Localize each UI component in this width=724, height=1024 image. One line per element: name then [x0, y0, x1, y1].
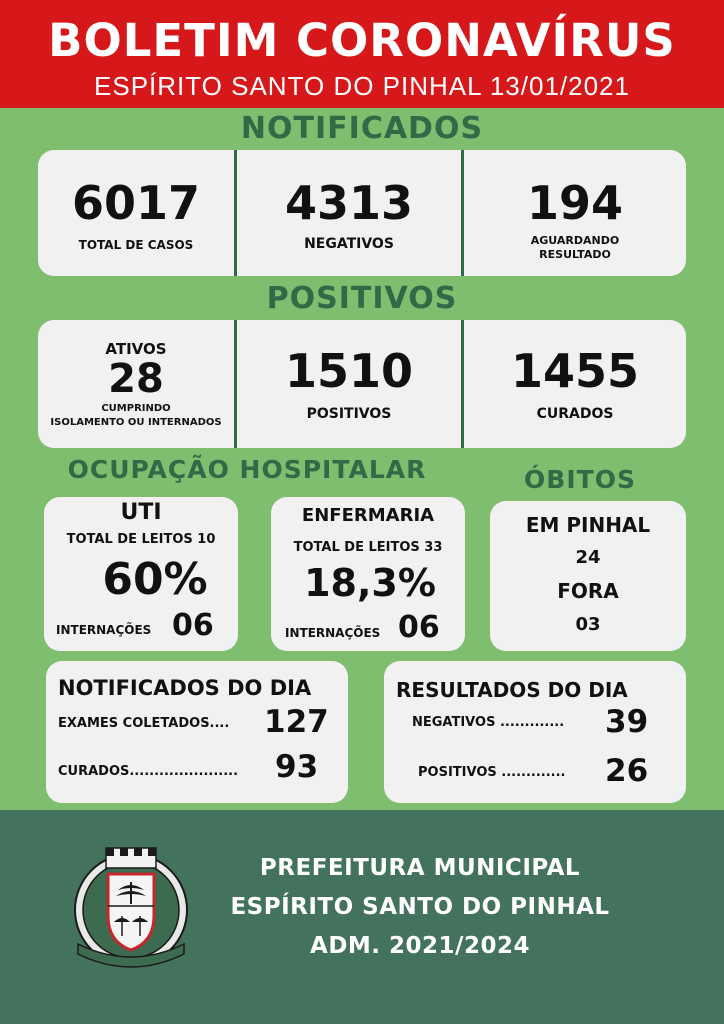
curados-label: CURADOS [536, 406, 614, 422]
exames-coletados-value: 127 [264, 704, 329, 740]
notificados-heading: NOTIFICADOS [240, 111, 484, 146]
uti-leitos: TOTAL DE LEITOS 10 [66, 532, 216, 547]
curados-value: 1455 [510, 344, 640, 398]
notificados-dia-title: NOTIFICADOS DO DIA [58, 676, 312, 700]
enfermaria-internacoes-label: INTERNAÇÕES [285, 626, 381, 640]
total-casos-label: TOTAL DE CASOS [78, 238, 194, 252]
footer-line-2: ESPÍRITO SANTO DO PINHAL [230, 894, 610, 920]
negativos-label: NEGATIVOS [304, 236, 394, 252]
footer-line-1: PREFEITURA MUNICIPAL [259, 855, 581, 881]
resultados-positivos-value: 26 [605, 753, 649, 789]
total-casos-cell [38, 176, 234, 252]
ativos-note-1: CUMPRINDO [101, 403, 171, 414]
ocupacao-heading: OCUPAÇÃO HOSPITALAR [67, 455, 427, 484]
resultados-negativos-label: NEGATIVOS ............. [412, 715, 565, 730]
resultados-positivos-label: POSITIVOS ............. [418, 765, 566, 780]
positivos-heading: POSITIVOS [266, 281, 458, 316]
enfermaria-percent: 18,3% [304, 561, 436, 605]
enfermaria-internacoes-value: 06 [398, 610, 440, 645]
ativos-label: ATIVOS [105, 340, 167, 358]
positivos-total-value: 1510 [284, 344, 414, 398]
ativos-note-2: ISOLAMENTO OU INTERNADOS [50, 417, 222, 428]
ativos-value: 28 [108, 356, 164, 402]
obitos-pinhal-label: EM PINHAL [525, 513, 651, 537]
aguardando-label-2: RESULTADO [539, 248, 611, 261]
aguardando-label-1: AGUARDANDO [530, 234, 620, 247]
enfermaria-title: ENFERMARIA [301, 505, 435, 526]
negativos-value: 4313 [284, 176, 414, 230]
resultados-dia-title: RESULTADOS DO DIA [396, 678, 628, 702]
page-subtitle: ESPÍRITO SANTO DO PINHAL 13/01/2021 [94, 71, 630, 101]
positivos-total-cell [237, 344, 461, 422]
curados-cell [464, 344, 686, 422]
page-title: BOLETIM CORONAVÍRUS [48, 14, 676, 67]
aguardando-cell [464, 176, 686, 262]
resultados-negativos-value: 39 [605, 704, 649, 740]
total-casos-value: 6017 [71, 176, 201, 230]
ativos-cell [38, 340, 234, 430]
uti-internacoes-label: INTERNAÇÕES [56, 623, 152, 637]
uti-percent: 60% [102, 554, 208, 605]
uti-title: UTI [120, 500, 162, 525]
obitos-fora-value: 03 [575, 614, 601, 635]
curados-dia-label: CURADOS...................... [58, 764, 239, 779]
uti-internacoes-value: 06 [172, 608, 214, 643]
curados-dia-value: 93 [275, 749, 319, 785]
obitos-fora-label: FORA [557, 579, 619, 603]
positivos-total-label: POSITIVOS [306, 406, 392, 422]
obitos-heading: ÓBITOS [524, 465, 636, 494]
obitos-pinhal-value: 24 [575, 547, 601, 568]
negativos-cell [237, 176, 461, 252]
aguardando-value: 194 [526, 176, 624, 230]
municipal-seal-icon [68, 844, 194, 970]
exames-coletados-label: EXAMES COLETADOS.... [58, 716, 230, 731]
footer-line-3: ADM. 2021/2024 [310, 933, 530, 959]
enfermaria-leitos: TOTAL DE LEITOS 33 [293, 540, 443, 555]
